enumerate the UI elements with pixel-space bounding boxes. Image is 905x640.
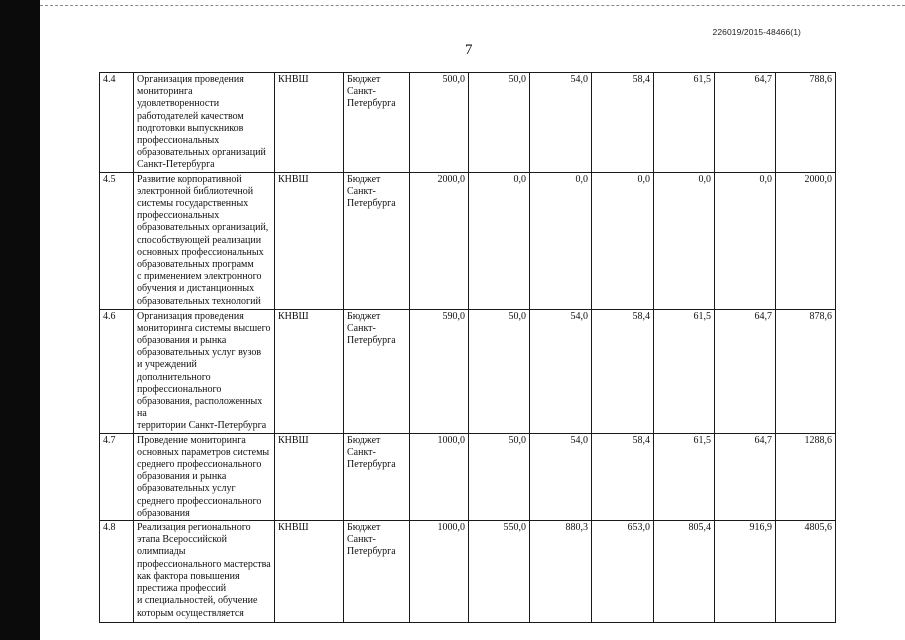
table-row bbox=[100, 433, 836, 520]
funding-source: Бюджет Санкт- Петербурга bbox=[344, 433, 410, 520]
total-value: 788,6 bbox=[776, 73, 836, 173]
executor-org: КНВШ bbox=[275, 73, 344, 173]
total-value: 2000,0 bbox=[776, 172, 836, 309]
executor-org: КНВШ bbox=[275, 433, 344, 520]
year-value: 0,0 bbox=[592, 172, 654, 309]
year-value: 61,5 bbox=[654, 433, 715, 520]
year-value: 54,0 bbox=[530, 309, 592, 433]
year-value: 54,0 bbox=[530, 73, 592, 173]
year-value: 1000,0 bbox=[410, 433, 469, 520]
year-value: 550,0 bbox=[469, 521, 530, 623]
page-number: 7 bbox=[465, 42, 473, 58]
activity-name: Реализация регионального этапа Всероссийской олимпиады профессионального мастерства как фактора повышения престижа профессий и специальностей, обучение которым осуществляется bbox=[134, 521, 275, 623]
year-value: 0,0 bbox=[530, 172, 592, 309]
year-value: 0,0 bbox=[715, 172, 776, 309]
year-value: 805,4 bbox=[654, 521, 715, 623]
table-row bbox=[100, 309, 836, 433]
scan-left-edge bbox=[0, 0, 40, 640]
activity-name: Организация проведения мониторинга удовлетворенности работодателей качеством подготовки выпускников профессиональных образовательных организаций Санкт-Петербурга bbox=[134, 73, 275, 173]
year-value: 54,0 bbox=[530, 433, 592, 520]
document-id: 226019/2015-48466(1) bbox=[712, 27, 801, 37]
row-number: 4.8 bbox=[100, 521, 134, 623]
total-value: 1288,6 bbox=[776, 433, 836, 520]
table-row bbox=[100, 521, 836, 623]
table-row bbox=[100, 73, 836, 173]
year-value: 2000,0 bbox=[410, 172, 469, 309]
activity-name: Проведение мониторинга основных параметров системы среднего профессионального образования и рынка образовательных услуг среднего профессионального образования bbox=[134, 433, 275, 520]
executor-org: КНВШ bbox=[275, 521, 344, 623]
year-value: 58,4 bbox=[592, 433, 654, 520]
year-value: 653,0 bbox=[592, 521, 654, 623]
executor-org: КНВШ bbox=[275, 172, 344, 309]
year-value: 61,5 bbox=[654, 73, 715, 173]
year-value: 880,3 bbox=[530, 521, 592, 623]
row-number: 4.5 bbox=[100, 172, 134, 309]
year-value: 0,0 bbox=[654, 172, 715, 309]
table-row bbox=[100, 172, 836, 309]
total-value: 4805,6 bbox=[776, 521, 836, 623]
row-number: 4.7 bbox=[100, 433, 134, 520]
year-value: 50,0 bbox=[469, 433, 530, 520]
executor-org: КНВШ bbox=[275, 309, 344, 433]
row-number: 4.6 bbox=[100, 309, 134, 433]
year-value: 590,0 bbox=[410, 309, 469, 433]
year-value: 64,7 bbox=[715, 433, 776, 520]
year-value: 58,4 bbox=[592, 73, 654, 173]
year-value: 1000,0 bbox=[410, 521, 469, 623]
year-value: 500,0 bbox=[410, 73, 469, 173]
year-value: 64,7 bbox=[715, 73, 776, 173]
row-number: 4.4 bbox=[100, 73, 134, 173]
year-value: 50,0 bbox=[469, 309, 530, 433]
funding-source: Бюджет Санкт- Петербурга bbox=[344, 73, 410, 173]
scan-top-edge bbox=[40, 0, 905, 6]
year-value: 58,4 bbox=[592, 309, 654, 433]
funding-source: Бюджет Санкт- Петербурга bbox=[344, 521, 410, 623]
total-value: 878,6 bbox=[776, 309, 836, 433]
funding-source: Бюджет Санкт- Петербурга bbox=[344, 172, 410, 309]
budget-table bbox=[99, 72, 836, 623]
year-value: 64,7 bbox=[715, 309, 776, 433]
year-value: 50,0 bbox=[469, 73, 530, 173]
activity-name: Развитие корпоративной электронной библиотечной системы государственных профессиональных образовательных организаций, способствующей реализации основных профессиональных образовательных программ с применением электронного обучения и дистанционных образовательных технологий bbox=[134, 172, 275, 309]
funding-source: Бюджет Санкт- Петербурга bbox=[344, 309, 410, 433]
year-value: 0,0 bbox=[469, 172, 530, 309]
year-value: 916,9 bbox=[715, 521, 776, 623]
year-value: 61,5 bbox=[654, 309, 715, 433]
activity-name: Организация проведения мониторинга системы высшего образования и рынка образовательных услуг вузов и учреждений дополнительного профессионального образования, расположенных на территории Санкт-Петербурга bbox=[134, 309, 275, 433]
